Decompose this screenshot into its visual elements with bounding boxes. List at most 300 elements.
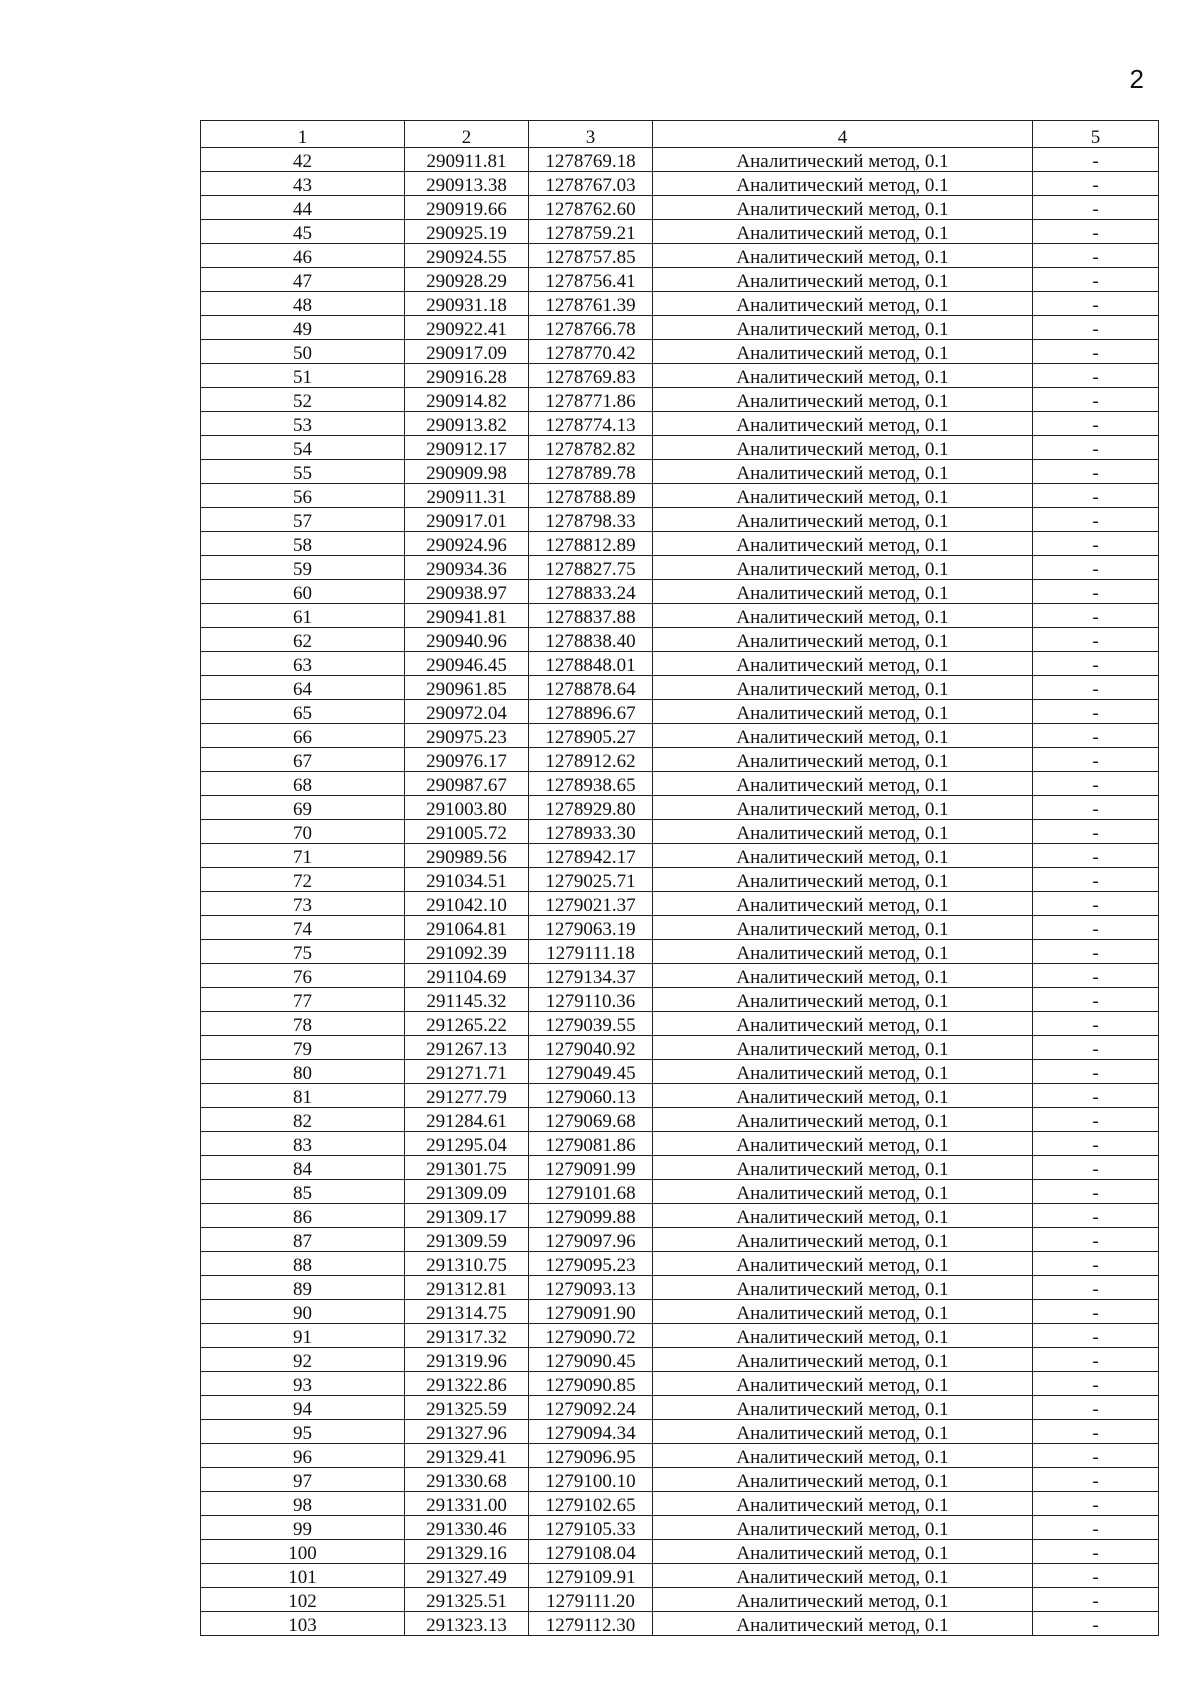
point-number-cell: 47	[201, 268, 405, 292]
method-cell: Аналитический метод, 0.1	[653, 484, 1033, 508]
note-cell: -	[1033, 700, 1159, 724]
column-header: 4	[653, 121, 1033, 148]
point-number-cell: 51	[201, 364, 405, 388]
method-cell: Аналитический метод, 0.1	[653, 1372, 1033, 1396]
y-coordinate-cell: 1278762.60	[529, 196, 653, 220]
table-row	[201, 844, 1159, 868]
note-cell: -	[1033, 1612, 1159, 1636]
point-number-cell: 44	[201, 196, 405, 220]
method-cell: Аналитический метод, 0.1	[653, 1276, 1033, 1300]
x-coordinate-cell: 290961.85	[405, 676, 529, 700]
method-cell: Аналитический метод, 0.1	[653, 1492, 1033, 1516]
y-coordinate-cell: 1278938.65	[529, 772, 653, 796]
note-cell: -	[1033, 1180, 1159, 1204]
table-row	[201, 1468, 1159, 1492]
table-row	[201, 1588, 1159, 1612]
point-number-cell: 56	[201, 484, 405, 508]
y-coordinate-cell: 1278757.85	[529, 244, 653, 268]
x-coordinate-cell: 291284.61	[405, 1108, 529, 1132]
note-cell: -	[1033, 316, 1159, 340]
method-cell: Аналитический метод, 0.1	[653, 868, 1033, 892]
method-cell: Аналитический метод, 0.1	[653, 436, 1033, 460]
note-cell: -	[1033, 388, 1159, 412]
y-coordinate-cell: 1279090.85	[529, 1372, 653, 1396]
x-coordinate-cell: 291277.79	[405, 1084, 529, 1108]
method-cell: Аналитический метод, 0.1	[653, 1036, 1033, 1060]
table-row	[201, 532, 1159, 556]
y-coordinate-cell: 1278905.27	[529, 724, 653, 748]
y-coordinate-cell: 1278838.40	[529, 628, 653, 652]
table-row	[201, 1204, 1159, 1228]
y-coordinate-cell: 1279060.13	[529, 1084, 653, 1108]
method-cell: Аналитический метод, 0.1	[653, 364, 1033, 388]
x-coordinate-cell: 290940.96	[405, 628, 529, 652]
x-coordinate-cell: 290924.96	[405, 532, 529, 556]
table-row	[201, 676, 1159, 700]
x-coordinate-cell: 290938.97	[405, 580, 529, 604]
table-row	[201, 1348, 1159, 1372]
y-coordinate-cell: 1279092.24	[529, 1396, 653, 1420]
method-cell: Аналитический метод, 0.1	[653, 1180, 1033, 1204]
table-row	[201, 196, 1159, 220]
point-number-cell: 65	[201, 700, 405, 724]
point-number-cell: 76	[201, 964, 405, 988]
point-number-cell: 71	[201, 844, 405, 868]
y-coordinate-cell: 1278827.75	[529, 556, 653, 580]
method-cell: Аналитический метод, 0.1	[653, 316, 1033, 340]
table-row	[201, 436, 1159, 460]
note-cell: -	[1033, 1300, 1159, 1324]
table-row	[201, 1516, 1159, 1540]
note-cell: -	[1033, 1108, 1159, 1132]
table-row	[201, 412, 1159, 436]
y-coordinate-cell: 1279090.45	[529, 1348, 653, 1372]
y-coordinate-cell: 1279134.37	[529, 964, 653, 988]
point-number-cell: 69	[201, 796, 405, 820]
method-cell: Аналитический метод, 0.1	[653, 460, 1033, 484]
note-cell: -	[1033, 964, 1159, 988]
method-cell: Аналитический метод, 0.1	[653, 1564, 1033, 1588]
point-number-cell: 72	[201, 868, 405, 892]
method-cell: Аналитический метод, 0.1	[653, 724, 1033, 748]
method-cell: Аналитический метод, 0.1	[653, 844, 1033, 868]
x-coordinate-cell: 290934.36	[405, 556, 529, 580]
x-coordinate-cell: 290931.18	[405, 292, 529, 316]
table-row	[201, 988, 1159, 1012]
y-coordinate-cell: 1279105.33	[529, 1516, 653, 1540]
point-number-cell: 66	[201, 724, 405, 748]
table-row	[201, 1108, 1159, 1132]
note-cell: -	[1033, 676, 1159, 700]
x-coordinate-cell: 290912.17	[405, 436, 529, 460]
method-cell: Аналитический метод, 0.1	[653, 1132, 1033, 1156]
point-number-cell: 101	[201, 1564, 405, 1588]
point-number-cell: 89	[201, 1276, 405, 1300]
x-coordinate-cell: 290946.45	[405, 652, 529, 676]
method-cell: Аналитический метод, 0.1	[653, 940, 1033, 964]
point-number-cell: 81	[201, 1084, 405, 1108]
method-cell: Аналитический метод, 0.1	[653, 1156, 1033, 1180]
method-cell: Аналитический метод, 0.1	[653, 412, 1033, 436]
x-coordinate-cell: 291327.49	[405, 1564, 529, 1588]
point-number-cell: 42	[201, 148, 405, 172]
table-row	[201, 364, 1159, 388]
table-row	[201, 1012, 1159, 1036]
note-cell: -	[1033, 292, 1159, 316]
table-row	[201, 1060, 1159, 1084]
y-coordinate-cell: 1278798.33	[529, 508, 653, 532]
x-coordinate-cell: 291301.75	[405, 1156, 529, 1180]
point-number-cell: 83	[201, 1132, 405, 1156]
table-row	[201, 1612, 1159, 1636]
method-cell: Аналитический метод, 0.1	[653, 580, 1033, 604]
note-cell: -	[1033, 148, 1159, 172]
y-coordinate-cell: 1278812.89	[529, 532, 653, 556]
note-cell: -	[1033, 196, 1159, 220]
note-cell: -	[1033, 1492, 1159, 1516]
x-coordinate-cell: 291265.22	[405, 1012, 529, 1036]
table-row	[201, 1420, 1159, 1444]
note-cell: -	[1033, 1444, 1159, 1468]
method-cell: Аналитический метод, 0.1	[653, 1300, 1033, 1324]
y-coordinate-cell: 1278789.78	[529, 460, 653, 484]
x-coordinate-cell: 291312.81	[405, 1276, 529, 1300]
method-cell: Аналитический метод, 0.1	[653, 988, 1033, 1012]
method-cell: Аналитический метод, 0.1	[653, 1108, 1033, 1132]
point-number-cell: 50	[201, 340, 405, 364]
point-number-cell: 87	[201, 1228, 405, 1252]
y-coordinate-cell: 1278761.39	[529, 292, 653, 316]
method-cell: Аналитический метод, 0.1	[653, 892, 1033, 916]
table-row	[201, 1084, 1159, 1108]
point-number-cell: 48	[201, 292, 405, 316]
point-number-cell: 67	[201, 748, 405, 772]
point-number-cell: 99	[201, 1516, 405, 1540]
x-coordinate-cell: 290922.41	[405, 316, 529, 340]
note-cell: -	[1033, 940, 1159, 964]
table-row	[201, 316, 1159, 340]
y-coordinate-cell: 1279069.68	[529, 1108, 653, 1132]
method-cell: Аналитический метод, 0.1	[653, 148, 1033, 172]
y-coordinate-cell: 1278769.83	[529, 364, 653, 388]
x-coordinate-cell: 290914.82	[405, 388, 529, 412]
note-cell: -	[1033, 412, 1159, 436]
point-number-cell: 55	[201, 460, 405, 484]
x-coordinate-cell: 290909.98	[405, 460, 529, 484]
note-cell: -	[1033, 916, 1159, 940]
table-row	[201, 1444, 1159, 1468]
y-coordinate-cell: 1279081.86	[529, 1132, 653, 1156]
method-cell: Аналитический метод, 0.1	[653, 196, 1033, 220]
y-coordinate-cell: 1278896.67	[529, 700, 653, 724]
point-number-cell: 43	[201, 172, 405, 196]
method-cell: Аналитический метод, 0.1	[653, 1396, 1033, 1420]
x-coordinate-cell: 291145.32	[405, 988, 529, 1012]
x-coordinate-cell: 291104.69	[405, 964, 529, 988]
point-number-cell: 88	[201, 1252, 405, 1276]
x-coordinate-cell: 291003.80	[405, 796, 529, 820]
note-cell: -	[1033, 604, 1159, 628]
y-coordinate-cell: 1278933.30	[529, 820, 653, 844]
table-body	[201, 148, 1159, 1636]
point-number-cell: 63	[201, 652, 405, 676]
x-coordinate-cell: 290941.81	[405, 604, 529, 628]
y-coordinate-cell: 1278759.21	[529, 220, 653, 244]
x-coordinate-cell: 291309.09	[405, 1180, 529, 1204]
y-coordinate-cell: 1279101.68	[529, 1180, 653, 1204]
method-cell: Аналитический метод, 0.1	[653, 1540, 1033, 1564]
x-coordinate-cell: 290911.81	[405, 148, 529, 172]
table-row	[201, 748, 1159, 772]
x-coordinate-cell: 291005.72	[405, 820, 529, 844]
note-cell: -	[1033, 1204, 1159, 1228]
method-cell: Аналитический метод, 0.1	[653, 964, 1033, 988]
point-number-cell: 64	[201, 676, 405, 700]
method-cell: Аналитический метод, 0.1	[653, 244, 1033, 268]
point-number-cell: 78	[201, 1012, 405, 1036]
x-coordinate-cell: 291329.16	[405, 1540, 529, 1564]
note-cell: -	[1033, 556, 1159, 580]
point-number-cell: 61	[201, 604, 405, 628]
x-coordinate-cell: 290972.04	[405, 700, 529, 724]
note-cell: -	[1033, 1516, 1159, 1540]
note-cell: -	[1033, 724, 1159, 748]
point-number-cell: 52	[201, 388, 405, 412]
point-number-cell: 59	[201, 556, 405, 580]
table-row	[201, 1132, 1159, 1156]
x-coordinate-cell: 291322.86	[405, 1372, 529, 1396]
table-row	[201, 820, 1159, 844]
y-coordinate-cell: 1278756.41	[529, 268, 653, 292]
x-coordinate-cell: 291295.04	[405, 1132, 529, 1156]
x-coordinate-cell: 290987.67	[405, 772, 529, 796]
y-coordinate-cell: 1279112.30	[529, 1612, 653, 1636]
point-number-cell: 85	[201, 1180, 405, 1204]
method-cell: Аналитический метод, 0.1	[653, 1468, 1033, 1492]
x-coordinate-cell: 290924.55	[405, 244, 529, 268]
y-coordinate-cell: 1278766.78	[529, 316, 653, 340]
method-cell: Аналитический метод, 0.1	[653, 1204, 1033, 1228]
note-cell: -	[1033, 1228, 1159, 1252]
y-coordinate-cell: 1278942.17	[529, 844, 653, 868]
table-header	[201, 121, 1159, 148]
method-cell: Аналитический метод, 0.1	[653, 604, 1033, 628]
note-cell: -	[1033, 172, 1159, 196]
method-cell: Аналитический метод, 0.1	[653, 820, 1033, 844]
x-coordinate-cell: 291271.71	[405, 1060, 529, 1084]
column-header: 3	[529, 121, 653, 148]
x-coordinate-cell: 291317.32	[405, 1324, 529, 1348]
x-coordinate-cell: 290928.29	[405, 268, 529, 292]
note-cell: -	[1033, 1324, 1159, 1348]
y-coordinate-cell: 1278782.82	[529, 436, 653, 460]
y-coordinate-cell: 1278837.88	[529, 604, 653, 628]
y-coordinate-cell: 1279063.19	[529, 916, 653, 940]
x-coordinate-cell: 291309.17	[405, 1204, 529, 1228]
point-number-cell: 103	[201, 1612, 405, 1636]
note-cell: -	[1033, 1084, 1159, 1108]
note-cell: -	[1033, 508, 1159, 532]
x-coordinate-cell: 291034.51	[405, 868, 529, 892]
table-row	[201, 1300, 1159, 1324]
note-cell: -	[1033, 796, 1159, 820]
table-row	[201, 148, 1159, 172]
method-cell: Аналитический метод, 0.1	[653, 508, 1033, 532]
note-cell: -	[1033, 1060, 1159, 1084]
point-number-cell: 75	[201, 940, 405, 964]
table-row	[201, 604, 1159, 628]
table-row	[201, 892, 1159, 916]
table-row	[201, 460, 1159, 484]
note-cell: -	[1033, 1036, 1159, 1060]
point-number-cell: 49	[201, 316, 405, 340]
note-cell: -	[1033, 1012, 1159, 1036]
method-cell: Аналитический метод, 0.1	[653, 1348, 1033, 1372]
y-coordinate-cell: 1279110.36	[529, 988, 653, 1012]
y-coordinate-cell: 1278912.62	[529, 748, 653, 772]
table-row	[201, 724, 1159, 748]
method-cell: Аналитический метод, 0.1	[653, 1084, 1033, 1108]
table-row	[201, 388, 1159, 412]
method-cell: Аналитический метод, 0.1	[653, 292, 1033, 316]
point-number-cell: 90	[201, 1300, 405, 1324]
point-number-cell: 86	[201, 1204, 405, 1228]
x-coordinate-cell: 290911.31	[405, 484, 529, 508]
method-cell: Аналитический метод, 0.1	[653, 1420, 1033, 1444]
y-coordinate-cell: 1278774.13	[529, 412, 653, 436]
point-number-cell: 70	[201, 820, 405, 844]
table-row	[201, 580, 1159, 604]
point-number-cell: 79	[201, 1036, 405, 1060]
x-coordinate-cell: 291330.46	[405, 1516, 529, 1540]
note-cell: -	[1033, 460, 1159, 484]
y-coordinate-cell: 1278771.86	[529, 388, 653, 412]
note-cell: -	[1033, 436, 1159, 460]
method-cell: Аналитический метод, 0.1	[653, 652, 1033, 676]
x-coordinate-cell: 291267.13	[405, 1036, 529, 1060]
table-row	[201, 772, 1159, 796]
y-coordinate-cell: 1279096.95	[529, 1444, 653, 1468]
method-cell: Аналитический метод, 0.1	[653, 388, 1033, 412]
page-number: 2	[1129, 64, 1144, 94]
method-cell: Аналитический метод, 0.1	[653, 1324, 1033, 1348]
y-coordinate-cell: 1278788.89	[529, 484, 653, 508]
note-cell: -	[1033, 1348, 1159, 1372]
x-coordinate-cell: 291331.00	[405, 1492, 529, 1516]
y-coordinate-cell: 1279097.96	[529, 1228, 653, 1252]
table-row	[201, 700, 1159, 724]
note-cell: -	[1033, 772, 1159, 796]
method-cell: Аналитический метод, 0.1	[653, 268, 1033, 292]
point-number-cell: 93	[201, 1372, 405, 1396]
x-coordinate-cell: 290916.28	[405, 364, 529, 388]
note-cell: -	[1033, 532, 1159, 556]
column-header: 2	[405, 121, 529, 148]
note-cell: -	[1033, 844, 1159, 868]
method-cell: Аналитический метод, 0.1	[653, 796, 1033, 820]
table-row	[201, 940, 1159, 964]
x-coordinate-cell: 290913.82	[405, 412, 529, 436]
note-cell: -	[1033, 364, 1159, 388]
x-coordinate-cell: 291092.39	[405, 940, 529, 964]
table-row	[201, 244, 1159, 268]
coordinates-table	[200, 120, 1159, 1636]
table-row	[201, 1372, 1159, 1396]
x-coordinate-cell: 290917.01	[405, 508, 529, 532]
point-number-cell: 84	[201, 1156, 405, 1180]
method-cell: Аналитический метод, 0.1	[653, 340, 1033, 364]
note-cell: -	[1033, 820, 1159, 844]
table-row	[201, 868, 1159, 892]
method-cell: Аналитический метод, 0.1	[653, 1060, 1033, 1084]
method-cell: Аналитический метод, 0.1	[653, 1252, 1033, 1276]
method-cell: Аналитический метод, 0.1	[653, 772, 1033, 796]
table-row	[201, 1252, 1159, 1276]
method-cell: Аналитический метод, 0.1	[653, 220, 1033, 244]
note-cell: -	[1033, 1564, 1159, 1588]
point-number-cell: 57	[201, 508, 405, 532]
point-number-cell: 45	[201, 220, 405, 244]
x-coordinate-cell: 290976.17	[405, 748, 529, 772]
table-row	[201, 1324, 1159, 1348]
table-row	[201, 508, 1159, 532]
point-number-cell: 68	[201, 772, 405, 796]
note-cell: -	[1033, 580, 1159, 604]
note-cell: -	[1033, 1396, 1159, 1420]
method-cell: Аналитический метод, 0.1	[653, 916, 1033, 940]
point-number-cell: 60	[201, 580, 405, 604]
method-cell: Аналитический метод, 0.1	[653, 628, 1033, 652]
table-row	[201, 1492, 1159, 1516]
y-coordinate-cell: 1279094.34	[529, 1420, 653, 1444]
note-cell: -	[1033, 988, 1159, 1012]
x-coordinate-cell: 291319.96	[405, 1348, 529, 1372]
point-number-cell: 94	[201, 1396, 405, 1420]
y-coordinate-cell: 1278833.24	[529, 580, 653, 604]
table-row	[201, 964, 1159, 988]
y-coordinate-cell: 1279021.37	[529, 892, 653, 916]
y-coordinate-cell: 1279100.10	[529, 1468, 653, 1492]
table-row	[201, 1276, 1159, 1300]
table-row	[201, 220, 1159, 244]
table-row	[201, 172, 1159, 196]
method-cell: Аналитический метод, 0.1	[653, 676, 1033, 700]
x-coordinate-cell: 291310.75	[405, 1252, 529, 1276]
point-number-cell: 97	[201, 1468, 405, 1492]
method-cell: Аналитический метод, 0.1	[653, 1444, 1033, 1468]
y-coordinate-cell: 1279093.13	[529, 1276, 653, 1300]
y-coordinate-cell: 1279108.04	[529, 1540, 653, 1564]
point-number-cell: 92	[201, 1348, 405, 1372]
note-cell: -	[1033, 484, 1159, 508]
note-cell: -	[1033, 1420, 1159, 1444]
table-row	[201, 292, 1159, 316]
y-coordinate-cell: 1279102.65	[529, 1492, 653, 1516]
x-coordinate-cell: 290913.38	[405, 172, 529, 196]
header-row	[201, 121, 1159, 148]
point-number-cell: 77	[201, 988, 405, 1012]
table-row	[201, 1036, 1159, 1060]
method-cell: Аналитический метод, 0.1	[653, 1588, 1033, 1612]
note-cell: -	[1033, 892, 1159, 916]
note-cell: -	[1033, 628, 1159, 652]
point-number-cell: 46	[201, 244, 405, 268]
method-cell: Аналитический метод, 0.1	[653, 1228, 1033, 1252]
y-coordinate-cell: 1279111.18	[529, 940, 653, 964]
table-row	[201, 1564, 1159, 1588]
y-coordinate-cell: 1279040.92	[529, 1036, 653, 1060]
table-row	[201, 1396, 1159, 1420]
